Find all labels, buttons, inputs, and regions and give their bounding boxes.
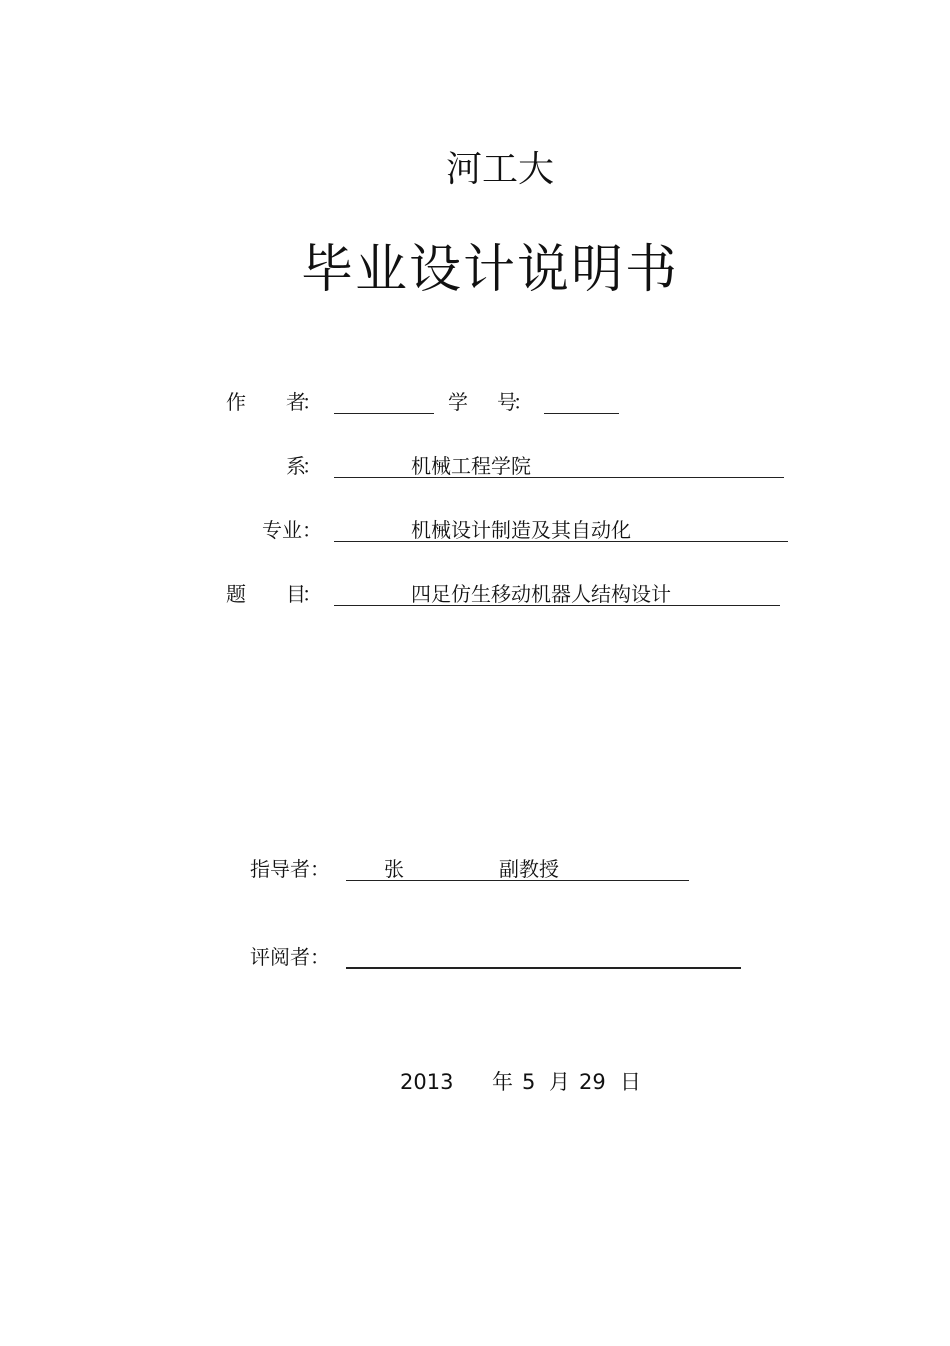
date-year: 2013 (400, 1070, 454, 1094)
major-label: 专业 (262, 518, 302, 542)
date-month-unit: 月 (549, 1070, 570, 1094)
reviewer-colon: ： (310, 945, 330, 969)
topic-colon: ： (302, 582, 322, 606)
author-label-char-2: 者 (286, 390, 306, 414)
student-id-underline (544, 413, 619, 414)
author-label-char-1: 作 (226, 390, 246, 414)
student-id-colon: ： (513, 390, 533, 414)
topic-label-char-1: 题 (226, 582, 246, 606)
major-underline (334, 541, 788, 542)
author-colon: ： (302, 390, 322, 414)
major-colon: ： (302, 518, 322, 542)
topic-label-char-2: 目 (286, 582, 306, 606)
advisor-label: 指导者 (250, 857, 310, 881)
advisor-colon: ： (310, 857, 330, 881)
school-name: 河工大 (445, 149, 554, 190)
topic-value: 四足仿生移动机器人结构设计 (411, 582, 671, 606)
student-id-label-char-1: 学 (448, 390, 468, 414)
department-value: 机械工程学院 (411, 454, 531, 478)
date-year-unit: 年 (492, 1070, 513, 1094)
reviewer-label: 评阅者 (250, 945, 310, 969)
student-id-label-char-2: 号 (497, 390, 517, 414)
topic-underline (334, 605, 780, 606)
reviewer-underline (346, 967, 741, 969)
document-title: 毕业设计说明书 (300, 240, 679, 300)
advisor-underline (346, 880, 689, 881)
date-day-unit: 日 (620, 1070, 641, 1094)
department-label: 系 (286, 454, 306, 478)
date-month: 5 (522, 1070, 536, 1094)
author-underline (334, 413, 434, 414)
advisor-name: 张 (384, 857, 404, 881)
major-value: 机械设计制造及其自动化 (411, 518, 631, 542)
department-colon: ： (302, 454, 322, 478)
department-underline (334, 477, 784, 478)
date-day: 29 (579, 1070, 606, 1094)
advisor-title: 副教授 (499, 857, 559, 881)
